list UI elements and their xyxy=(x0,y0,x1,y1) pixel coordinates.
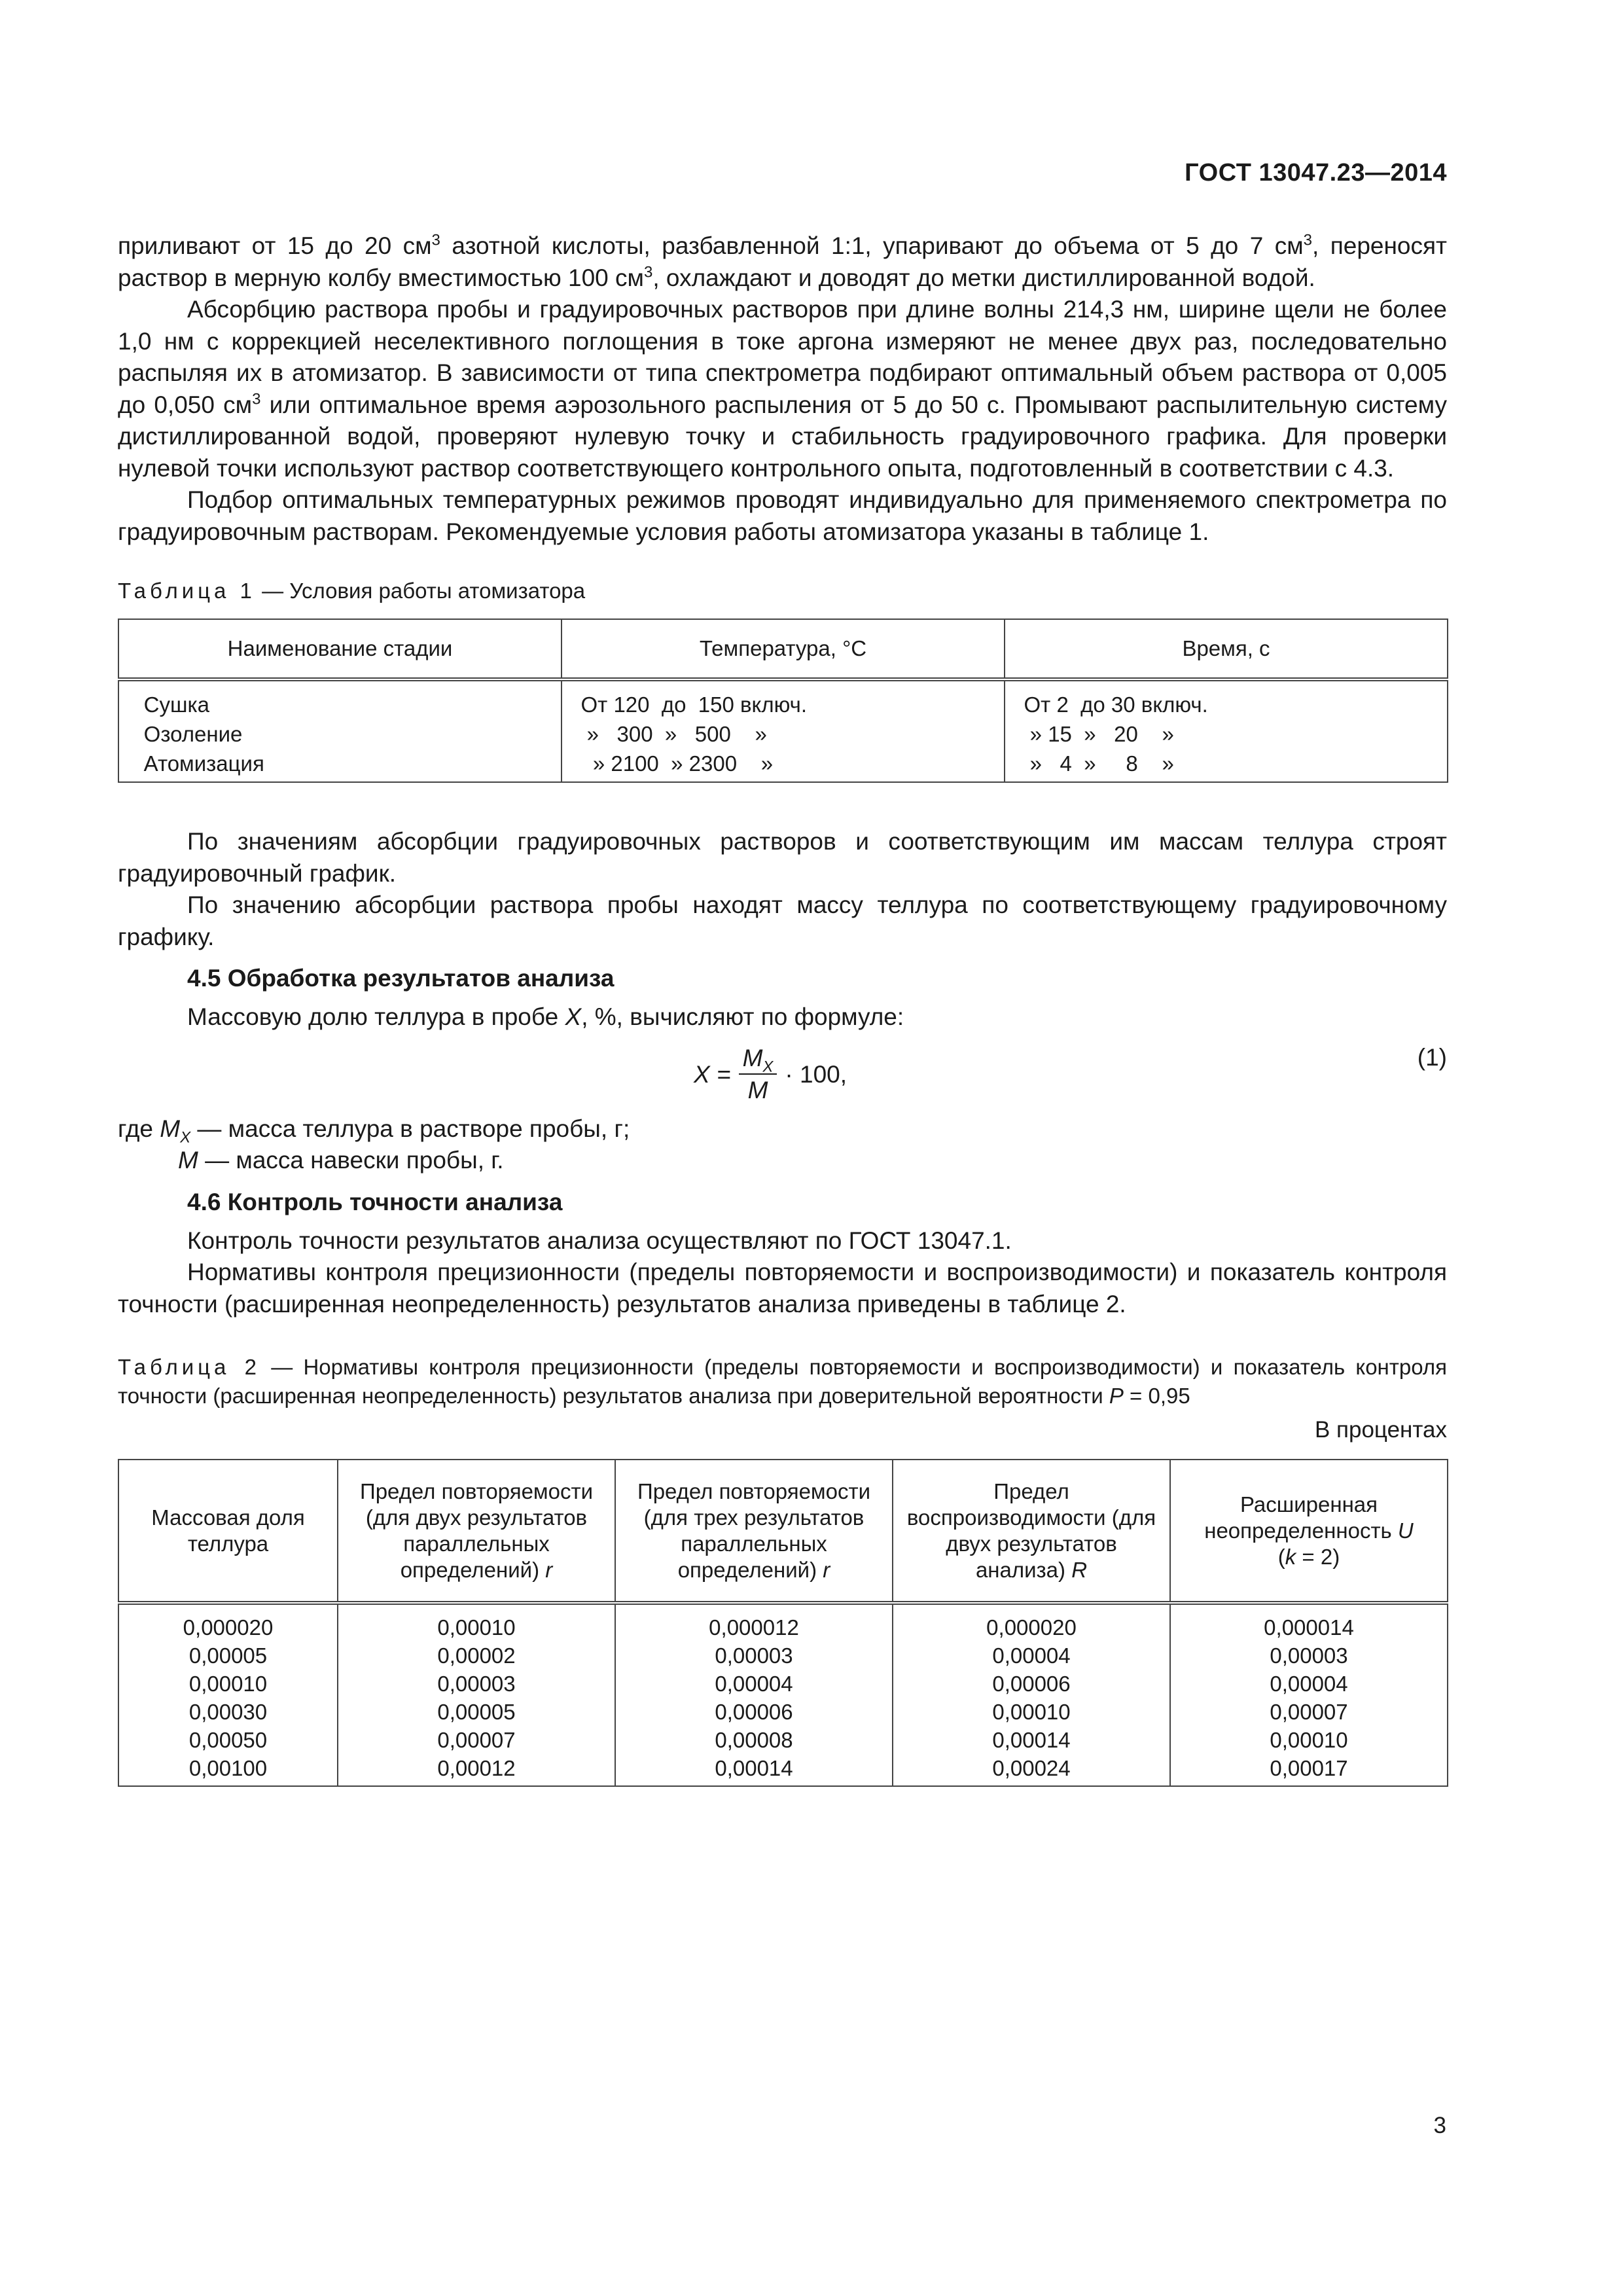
table-cell: 0,00005 xyxy=(338,1698,615,1726)
section-4-6-paragraph-1: Контроль точности результатов анализа осуществляют по ГОСТ 13047.1. xyxy=(187,1227,1012,1254)
table-cell: 0,00006 xyxy=(615,1698,893,1726)
table1-header-stage: Наименование стадии xyxy=(118,619,562,679)
table-cell: 0,00010 xyxy=(338,1603,615,1641)
table-cell: Сушка xyxy=(118,679,562,719)
table-cell: 0,00004 xyxy=(893,1641,1170,1670)
table-cell: 0,00030 xyxy=(118,1698,338,1726)
table-cell: 0,00010 xyxy=(1170,1726,1448,1754)
table-row xyxy=(118,1726,1448,1754)
table-row xyxy=(118,679,1448,719)
table2-header-reproducibility: Предел воспроизводимости (для двух результатов анализа) R xyxy=(893,1460,1170,1603)
table-cell: 0,00007 xyxy=(338,1726,615,1754)
table2-header-expanded-uncertainty: Расширенная неопределенность U (k = 2) xyxy=(1170,1460,1448,1603)
table-cell: 0,00005 xyxy=(118,1641,338,1670)
table2-precision-norms xyxy=(118,1459,1448,1787)
table-cell: 0,00004 xyxy=(1170,1670,1448,1698)
table-cell: 0,000020 xyxy=(118,1603,338,1641)
table-cell: 0,00012 xyxy=(338,1754,615,1786)
formula-denominator: M xyxy=(747,1076,768,1103)
table-cell: Атомизация xyxy=(118,749,562,782)
table-header-row xyxy=(118,1460,1448,1603)
table-cell: 0,00024 xyxy=(893,1754,1170,1786)
table-row xyxy=(118,1670,1448,1698)
standard-number: ГОСТ 13047.23—2014 xyxy=(1185,159,1447,187)
table-cell: 0,00003 xyxy=(615,1641,893,1670)
table1-atomizer-conditions xyxy=(118,619,1448,783)
table2-header-mass-fraction: Массовая доля теллура xyxy=(118,1460,338,1603)
intro-paragraph-3: Подбор оптимальных температурных режимов проводят индивидуально для применяемого спектрометра по градуировочным растворам. Рекомендуемые условия работы атомизатора указаны в таблице 1. xyxy=(118,486,1447,545)
section-4-5-text: Массовую долю теллура в пробе X, %, вычисляют по формуле: xyxy=(187,1003,904,1030)
table-cell: Озоление xyxy=(118,719,562,749)
table1-header-temperature: Температура, °С xyxy=(562,619,1005,679)
table-cell: 0,00014 xyxy=(893,1726,1170,1754)
table-row xyxy=(118,1641,1448,1670)
table-header-row xyxy=(118,619,1448,679)
table2-header-repeatability-three: Предел повторяемости (для трех результатов параллельных определений) r xyxy=(615,1460,893,1603)
formula-rhs: · 100, xyxy=(785,1061,847,1088)
table-cell: 0,00002 xyxy=(338,1641,615,1670)
formula-expression xyxy=(694,1045,847,1105)
table-cell: » 4 » 8 » xyxy=(1005,749,1448,782)
table-cell: 0,00006 xyxy=(893,1670,1170,1698)
page-number: 3 xyxy=(1433,2113,1446,2138)
formula-numerator: $M_X$ xyxy=(739,1045,777,1075)
table-cell: 0,00008 xyxy=(615,1726,893,1754)
formula-legend-mx: где $M_X$ — масса теллура в растворе пробы, г; xyxy=(118,1115,630,1146)
table-cell: 0,00017 xyxy=(1170,1754,1448,1786)
table-cell: 0,00010 xyxy=(118,1670,338,1698)
formula-number: (1) xyxy=(1417,1043,1447,1071)
table-row xyxy=(118,1754,1448,1786)
table-cell: 0,00010 xyxy=(893,1698,1170,1726)
formula-legend-m: M — масса навески пробы, г. xyxy=(178,1147,504,1174)
table-cell: » 2100 » 2300 » xyxy=(562,749,1005,782)
section-4-6-heading: 4.6 Контроль точности анализа xyxy=(187,1188,563,1215)
table2-caption: Таблица 2 — Нормативы контроля прецизионности (пределы повторяемости и воспроизводимости) и показатель контроля точности (расширенная неопределенность) результатов анализа при доверительной вероятности P = 0,95 xyxy=(118,1355,1447,1408)
table-cell: » 300 » 500 » xyxy=(562,719,1005,749)
table-cell: » 15 » 20 » xyxy=(1005,719,1448,749)
table-row xyxy=(118,749,1448,782)
after-table1-paragraph-2: По значению абсорбции раствора пробы находят массу теллура по соответствующему градуировочному графику. xyxy=(118,891,1447,950)
intro-paragraph-2: Абсорбцию раствора пробы и градуировочных растворов при длине волны 214,3 нм, ширине щели не более 1,0 нм с коррекцией неселективного поглощения в токе аргона измеряют не менее двух раз, последовательно распыляя их в атомизатор. В зависимости от типа спектрометра подбирают оптимальный объем раствора от 0,005 до 0,050 $см^3$ или оптимальное время аэрозольного распыления от 5 до 50 с. Промывают распылительную систему дистиллированной водой, проверяют нулевую точку и стабильность градуировочного графика. Для проверки нулевой точки используют раствор соответствующего контрольного опыта, подготовленный в соответствии с 4.3. xyxy=(118,296,1447,482)
table-cell: 0,000020 xyxy=(893,1603,1170,1641)
table-cell: От 2 до 30 включ. xyxy=(1005,679,1448,719)
table-cell: От 120 до 150 включ. xyxy=(562,679,1005,719)
formula-fraction xyxy=(739,1045,777,1105)
table1-header-time: Время, с xyxy=(1005,619,1448,679)
table-cell: 0,00050 xyxy=(118,1726,338,1754)
table2-header-repeatability-two: Предел повторяемости (для двух результатов параллельных определений) r xyxy=(338,1460,615,1603)
after-table1-paragraph-1: По значениям абсорбции градуировочных растворов и соответствующим им массам теллура строят градуировочный график. xyxy=(118,828,1447,887)
table-cell: 0,00007 xyxy=(1170,1698,1448,1726)
table1-caption: Таблица 1 — Условия работы атомизатора xyxy=(118,579,586,603)
table2-units: В процентах xyxy=(1314,1417,1447,1443)
table-cell: 0,000014 xyxy=(1170,1603,1448,1641)
table-row xyxy=(118,1698,1448,1726)
table2-body xyxy=(118,1603,1448,1786)
page-content xyxy=(118,230,1447,1787)
table-cell: 0,00003 xyxy=(1170,1641,1448,1670)
table-row xyxy=(118,719,1448,749)
table-cell: 0,00004 xyxy=(615,1670,893,1698)
table-cell: 0,00100 xyxy=(118,1754,338,1786)
table-cell: 0,00003 xyxy=(338,1670,615,1698)
section-4-6-paragraph-2: Нормативы контроля прецизионности (пределы повторяемости и воспроизводимости) и показатель контроля точности (расширенная неопределенность) результатов анализа приведены в таблице 2. xyxy=(118,1259,1447,1318)
table-cell: 0,00014 xyxy=(615,1754,893,1786)
formula-1 xyxy=(118,1041,1447,1113)
formula-lhs: X = xyxy=(694,1061,731,1088)
section-4-5-heading: 4.5 Обработка результатов анализа xyxy=(187,965,615,992)
intro-paragraph-1: приливают от 15 до 20 $см^3$ азотной кислоты, разбавленной 1:1, упаривают до объема от 5 до 7 $см^3$, переносят раствор в мерную колбу вместимостью 100 $см^3$, охлаждают и доводят до метки дистиллированной водой. xyxy=(118,231,1447,291)
table-row xyxy=(118,1603,1448,1641)
table-cell: 0,000012 xyxy=(615,1603,893,1641)
